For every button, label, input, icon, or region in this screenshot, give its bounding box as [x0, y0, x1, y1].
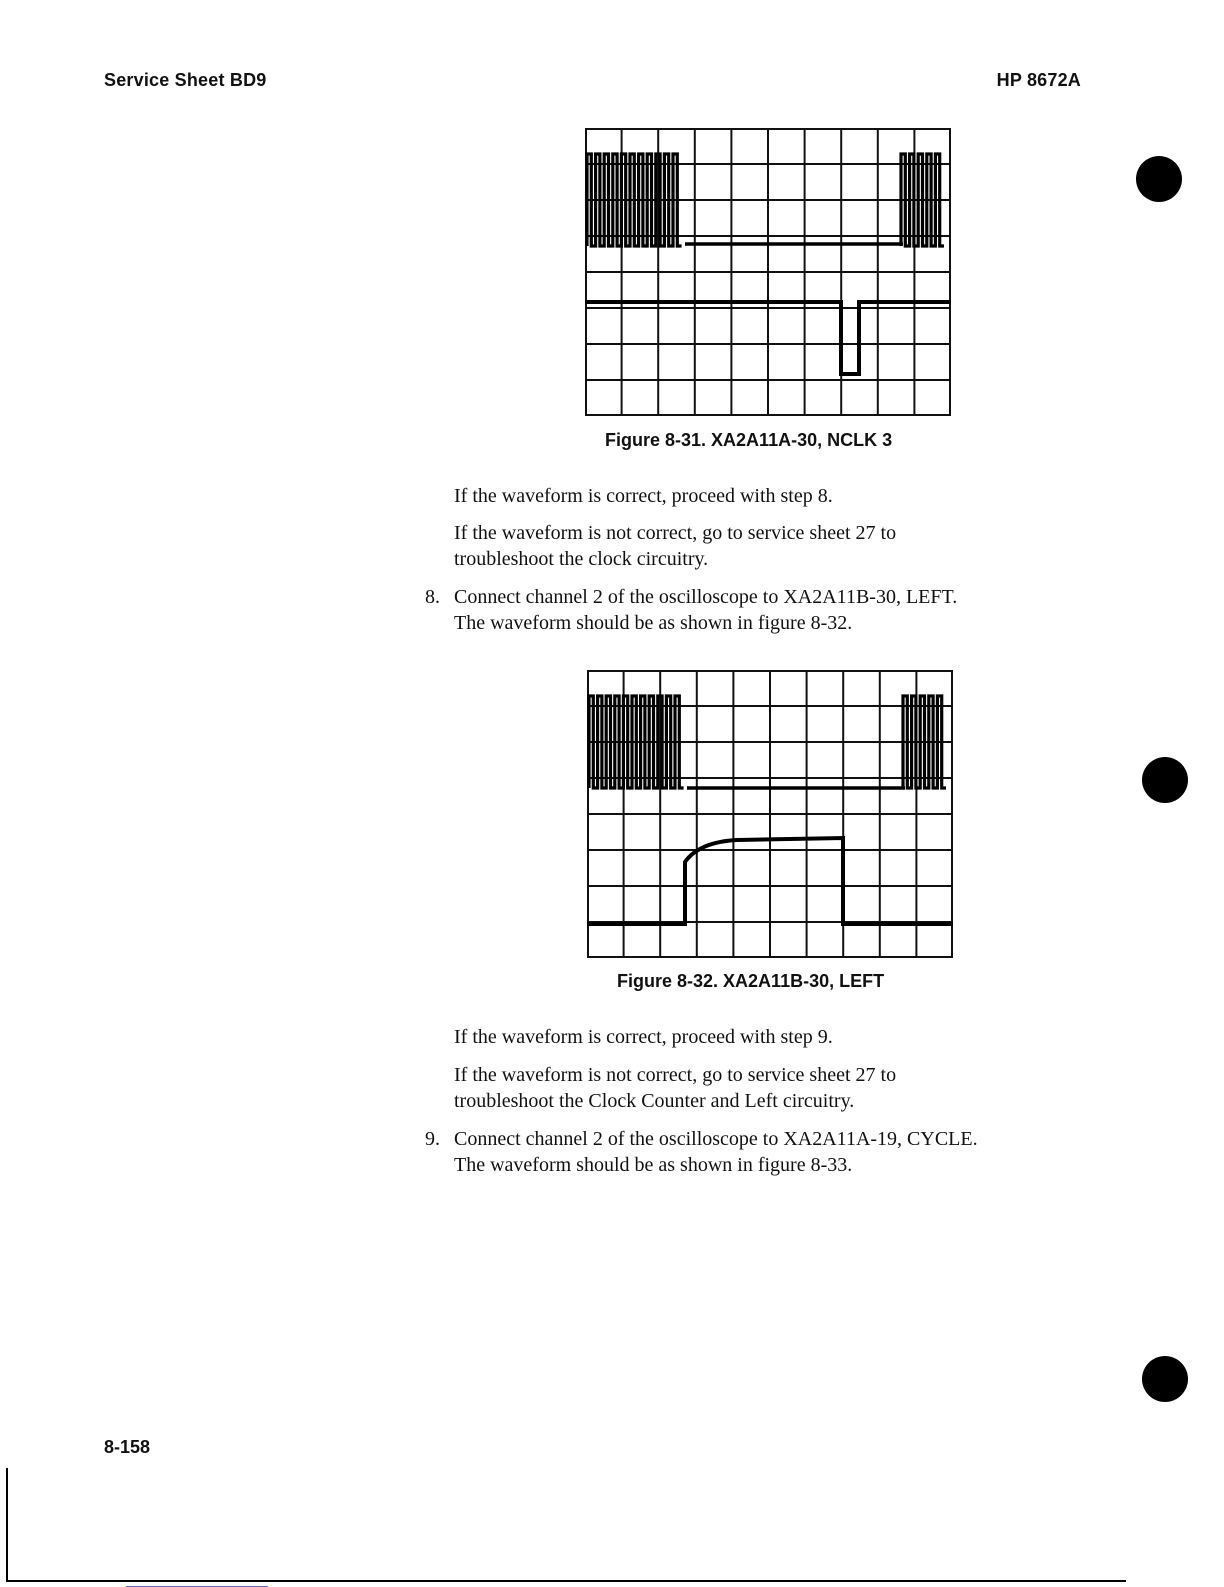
paragraph-proceed-step-8: If the waveform is correct, proceed with step 8. [454, 485, 833, 507]
paragraph-proceed-step-9: If the waveform is correct, proceed with step 9. [454, 1026, 833, 1048]
paragraph-line: troubleshoot the Clock Counter and Left circuitry. [454, 1090, 855, 1112]
step-line: The waveform should be as shown in figure 8-32. [454, 612, 853, 634]
step-line: Connect channel 2 of the oscilloscope to XA2A11B-30, LEFT. [454, 586, 958, 608]
step-line: The waveform should be as shown in figure 8-33. [454, 1154, 853, 1176]
paragraph-not-correct-2 [454, 1062, 896, 1114]
page-edge-left-rule [6, 1468, 8, 1582]
step-number: 9. [425, 1128, 440, 1150]
page-number: 8-158 [104, 1437, 151, 1457]
binder-hole-top [1136, 156, 1182, 202]
binder-hole-bottom [1142, 1356, 1188, 1402]
paragraph-line: If the waveform is not correct, go to service sheet 27 to [454, 522, 897, 544]
clock-burst-trace [589, 696, 684, 788]
paragraph-line: If the waveform is not correct, go to service sheet 27 to [454, 1064, 897, 1086]
page-edge-bottom-rule [6, 1580, 1126, 1582]
binder-hole-middle [1142, 757, 1188, 803]
figure-8-32-caption: Figure 8-32. XA2A11B-30, LEFT [617, 971, 885, 991]
paragraph-not-correct-1 [454, 520, 896, 572]
header-model: HP 8672A [996, 70, 1081, 90]
oscilloscope-figure-8-31 [585, 128, 951, 416]
step-number: 8. [425, 586, 440, 608]
header-service-sheet: Service Sheet BD9 [104, 70, 267, 90]
step-line: Connect channel 2 of the oscilloscope to XA2A11A-19, CYCLE. [454, 1128, 978, 1150]
oscilloscope-figure-8-32 [587, 670, 953, 958]
figure-8-31-caption: Figure 8-31. XA2A11A-30, NCLK 3 [605, 430, 893, 450]
paragraph-line: troubleshoot the clock circuitry. [454, 548, 709, 570]
clock-burst-trace [587, 154, 682, 246]
